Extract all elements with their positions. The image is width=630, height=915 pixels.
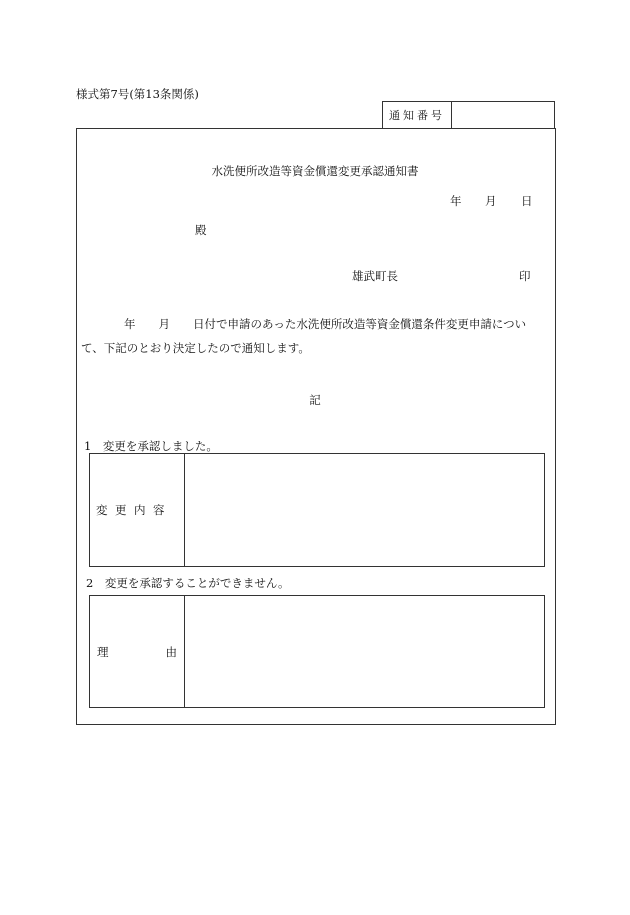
change-content-field[interactable] — [185, 454, 544, 566]
body-text-line1: 年 月 日付で申請のあった水洗便所改造等資金償還条件変更申請につい — [124, 317, 527, 331]
form-number: 様式第7号(第13条関係) — [76, 87, 199, 101]
date-year-label: 年 — [450, 194, 462, 208]
reason-label-right: 由 — [165, 644, 177, 659]
notice-number-field[interactable] — [452, 102, 554, 128]
seal-mark: 印 — [519, 269, 531, 283]
reason-label — [90, 644, 184, 660]
ki-heading: 記 — [309, 393, 321, 407]
addressee-suffix: 殿 — [195, 223, 207, 237]
notice-number-box — [382, 101, 555, 129]
date-month-label: 月 — [485, 194, 497, 208]
reason-label-cell — [90, 596, 185, 707]
item1-heading: 1 変更を承認しました。 — [84, 439, 218, 453]
body-text-line2: て、下記のとおり決定したので通知します。 — [81, 341, 310, 355]
notice-number-label: 通知番号 — [383, 102, 452, 128]
change-content-table — [89, 453, 545, 567]
change-content-label-cell — [90, 454, 185, 566]
item2-heading: 2 変更を承認することができません。 — [86, 576, 290, 590]
change-content-label: 変更内容 — [96, 503, 172, 517]
date-day-label: 日 — [521, 194, 533, 208]
reason-field[interactable] — [185, 596, 544, 707]
sender-name: 雄武町長 — [352, 269, 398, 283]
document-title: 水洗便所改造等資金償還変更承認通知書 — [211, 164, 419, 178]
reason-table — [89, 595, 545, 708]
reason-label-left: 理 — [97, 644, 109, 659]
